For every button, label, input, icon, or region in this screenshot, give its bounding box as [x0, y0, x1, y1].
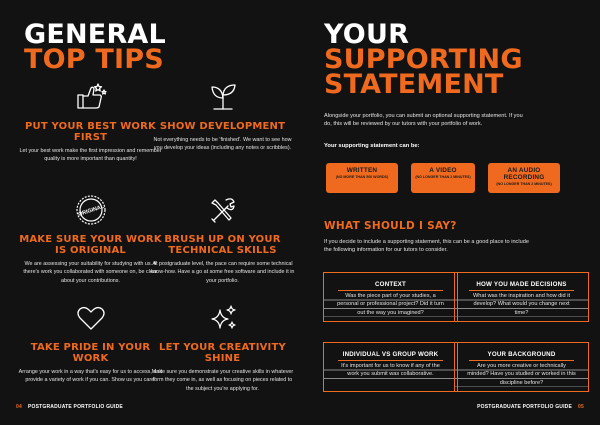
title-line-1: YOUR [324, 19, 410, 50]
tip-text: Arrange your work in a way that's easy for us to access, and provide a variety of work if you can. Show us you care! [18, 369, 163, 384]
title-line-2: TOP TIPS [24, 44, 164, 75]
box-context [323, 272, 458, 322]
page-title [324, 19, 523, 100]
box-title: HOW YOU MADE DECISIONS [476, 281, 567, 288]
heart-icon [18, 301, 163, 335]
tip-title: BRUSH UP ON YOUR TECHNICAL SKILLS [164, 234, 281, 256]
option-video [411, 163, 475, 193]
options-heading: Your supporting statement can be: [324, 143, 420, 149]
tip-technical-skills [150, 193, 295, 285]
tools-icon [150, 193, 295, 227]
option-subtitle: (NO LONGER THAN 2 MINUTES) [496, 182, 552, 186]
option-title: WRITTEN [346, 167, 378, 174]
tip-text: Make sure you demonstrate your creative skills in whatever form they come in, as well as focusing on pieces related to the subject you're applying for. [151, 369, 294, 392]
original-stamp-icon [18, 193, 163, 227]
tip-title: LET YOUR CREATIVITY SHINE [159, 342, 286, 364]
footer [16, 404, 123, 410]
tip-best-work [18, 80, 163, 164]
divider [469, 360, 574, 361]
footer-label: POSTGRADUATE PORTFOLIO GUIDE [27, 404, 123, 410]
divider [338, 290, 443, 291]
tip-title: TAKE PRIDE IN YOUR WORK [30, 342, 151, 364]
title-line-2: SUPPORTING [324, 44, 523, 75]
sparkles-icon [150, 301, 295, 335]
tip-title: MAKE SURE YOUR WORK IS ORIGINAL [19, 234, 162, 256]
tip-show-development [150, 80, 295, 153]
tip-take-pride [18, 301, 163, 385]
stamp-label: ORIGINAL [77, 203, 105, 218]
section-intro: If you decide to include a supporting statement, this can be a good place to include the following information for our tutors to consider. [324, 239, 529, 254]
thumbs-up-stars-icon [18, 80, 163, 114]
box-title: YOUR BACKGROUND [487, 351, 556, 358]
tip-title: SHOW DEVELOPMENT [159, 121, 286, 132]
box-text: What was the inspiration and how did it develop? What would you change next time? [455, 292, 588, 317]
tip-text: We are assessing your suitability for studying with us. If there's work you collaborated with someone on, be clear about your contributions. [23, 261, 158, 284]
page-number: 04 [16, 404, 22, 410]
tip-text: Not everything needs to be 'finished'. We want to see how you develop your ideas (including any notes or scribbles). [153, 137, 292, 152]
tip-original [18, 193, 163, 285]
tip-text: At postgraduate level, the pace can require some technical know-how. Have a go at some free software and include it in your portfolio. [150, 261, 295, 284]
title-line-1: GENERAL [24, 19, 166, 50]
box-decisions [454, 272, 589, 322]
title-line-3: STATEMENT [324, 69, 504, 100]
option-written [326, 163, 398, 193]
option-title: A VIDEO [429, 167, 457, 174]
box-text: Are you more creative or technically minded? Have you studied or worked in this discipline before? [455, 362, 588, 387]
box-title: INDIVIDUAL VS GROUP WORK [342, 351, 439, 358]
intro-text: Alongside your portfolio, you can submit an optional supporting statement. If you do, this will be reviewed by our tutors with your portfolio of work. [324, 113, 523, 128]
tip-creativity [150, 301, 295, 393]
box-title: CONTEXT [375, 281, 406, 288]
section-heading: WHAT SHOULD I SAY? [324, 220, 457, 232]
option-title: AN AUDIO RECORDING [503, 167, 545, 181]
sprout-icon [150, 80, 295, 114]
page-number: 05 [578, 404, 584, 410]
footer-label: POSTGRADUATE PORTFOLIO GUIDE [477, 404, 573, 410]
tip-text: Let your best work make the first impression and remember quality is more important than quantity! [19, 148, 162, 163]
right-page [300, 0, 600, 425]
option-subtitle: (NO MORE THAN 500 WORDS) [335, 175, 389, 179]
page-title [24, 19, 166, 75]
footer [477, 404, 584, 410]
divider [338, 360, 443, 361]
option-audio [488, 163, 560, 193]
box-text: It's important for us to know if any of the work you submit was collaborative. [324, 362, 457, 379]
divider [469, 290, 574, 291]
tip-title: PUT YOUR BEST WORK FIRST [25, 121, 156, 143]
box-background [454, 342, 589, 392]
option-subtitle: (NO LONGER THAN 2 MINUTES) [415, 175, 471, 179]
box-text: Was the piece part of your studies, a personal or professional project? Did it turn out the way you imagined? [324, 292, 457, 317]
box-individual-group [323, 342, 458, 392]
